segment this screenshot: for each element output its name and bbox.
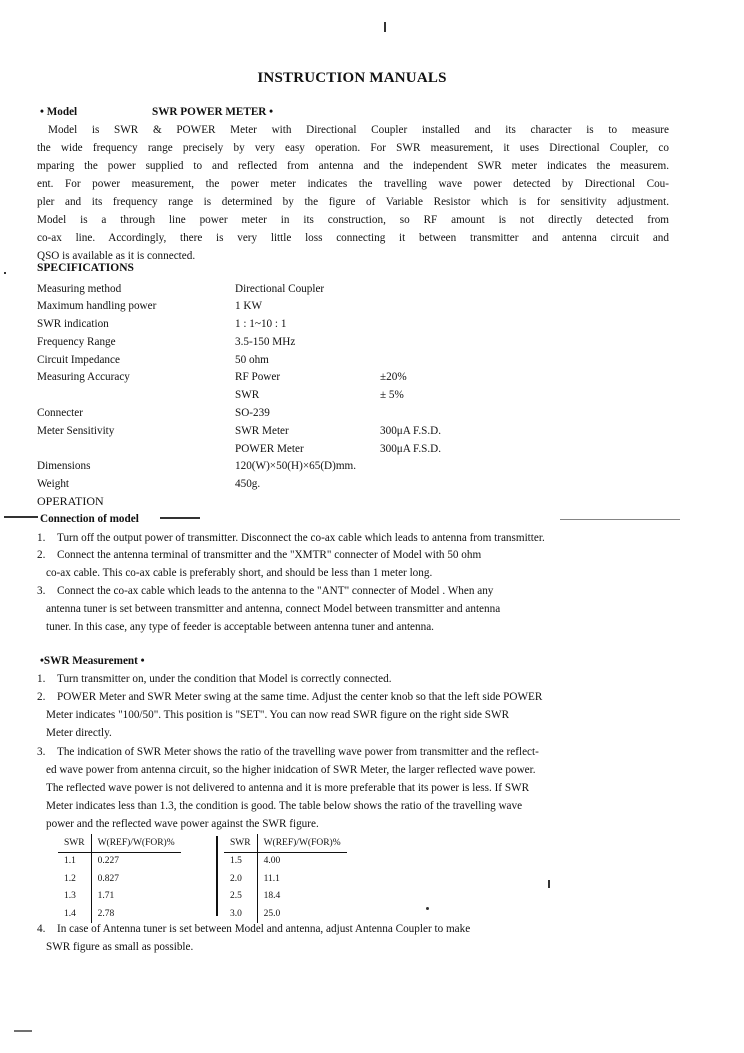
spec-value: 1 KW: [235, 300, 263, 312]
spec-value: Directional Coupler: [235, 283, 325, 295]
spec-value-2: 300μA F.S.D.: [380, 443, 442, 455]
swr-item-3: [37, 743, 45, 761]
spec-key: Meter Sensitivity: [37, 425, 115, 437]
spec-value-2: ± 5%: [380, 389, 404, 401]
item-line: power and the reflected wave power against the SWR figure.: [46, 818, 319, 830]
swr-item-1-text: [57, 670, 392, 688]
intro-line: the wide frequency range precisely by very easy operation. For SWR measurement, it uses Directional Coupler, co: [37, 142, 669, 154]
intro-line: pler and its frequency range is determined by the figure of Variable Resistor which is for sensitivity adjustment.: [37, 196, 669, 208]
operation-item-3-text: [46, 582, 501, 636]
spec-value: 120(W)×50(H)×65(D)mm.: [235, 460, 357, 472]
spec-value: SO-239: [235, 407, 270, 419]
table-row: [58, 870, 181, 888]
table-cell: 0.227: [97, 856, 119, 867]
table-header: SWR: [58, 834, 91, 852]
scan-noise: [426, 907, 429, 910]
table-cell: 18.4: [263, 891, 281, 902]
table-cell: 2.78: [97, 908, 115, 919]
item-number: 4.: [37, 923, 46, 935]
item-number: 3.: [37, 746, 46, 758]
spec-value: 50 ohm: [235, 354, 269, 366]
item-line: Connect the co-ax cable which leads to the antenna to the "ANT" connecter of Model . When any: [57, 585, 494, 597]
scan-noise: [14, 1030, 32, 1032]
table-header: SWR: [224, 834, 257, 852]
spec-value: 3.5-150 MHz: [235, 336, 296, 348]
table-header: W(REF)/W(FOR)%: [257, 834, 347, 852]
table-cell: 25.0: [263, 908, 281, 919]
table-cell: 1.5: [224, 852, 257, 870]
table-cell: 4.00: [263, 856, 281, 867]
table-row: [58, 888, 181, 906]
table-cell: 2.0: [224, 870, 257, 888]
intro-line: co-ax line. Accordingly, there is very little loss connecting it between transmitter and antenna circuit and: [37, 232, 669, 244]
scan-noise: [384, 22, 386, 32]
scan-noise: [160, 517, 200, 519]
spec-value: 450g.: [235, 478, 261, 490]
intro-line: Model is a through line power meter in its construction, so RF amount is not directly detected from: [37, 214, 669, 226]
item-number: 2.: [37, 691, 46, 703]
operation-item-2: [37, 546, 45, 564]
table-row: [224, 852, 347, 870]
spec-value-2: 300μA F.S.D.: [380, 425, 442, 437]
item-line: Meter indicates "100/50". This position is "SET". You can now read SWR figure on the right side SWR: [46, 709, 510, 721]
spec-key: SWR indication: [37, 318, 109, 330]
table-row: [224, 888, 347, 906]
spec-key: Dimensions: [37, 460, 91, 472]
item-line: Turn transmitter on, under the condition that Model is correctly connected.: [57, 673, 392, 685]
operation-item-1-text: [57, 529, 545, 547]
table-divider: [216, 836, 218, 916]
item-line: antenna tuner is set between transmitter and antenna, connect Model between transmitter and antenna: [46, 603, 501, 615]
table-cell: 0.827: [97, 873, 119, 884]
spec-key: Circuit Impedance: [37, 354, 120, 366]
item-line: The reflected wave power is not delivered to antenna and it is more preferable that its power is less. If SWR: [46, 782, 530, 794]
operation-heading: OPERATION: [37, 494, 104, 508]
item-number: 3.: [37, 585, 46, 597]
spec-key: Maximum handling power: [37, 300, 157, 312]
table-cell: 11.1: [263, 873, 280, 884]
swr-heading: •SWR Measurement •: [40, 655, 145, 667]
scan-noise: [560, 519, 680, 520]
intro-line: QSO is available as it is connected.: [37, 250, 196, 262]
operation-item-2-text: [46, 546, 482, 582]
table-header: W(REF)/W(FOR)%: [91, 834, 181, 852]
table-cell: 1.1: [58, 852, 91, 870]
table-cell: 2.5: [224, 888, 257, 906]
item-line: Connect the antenna terminal of transmitter and the "XMTR" connecter of Model with 50 ohm: [57, 549, 482, 561]
item-line: The indication of SWR Meter shows the ratio of the travelling wave power from transmitter and the reflect-: [57, 746, 539, 758]
intro-paragraph: [37, 121, 669, 265]
item-line: ed wave power from antenna circuit, so the higher inidcation of SWR Meter, the larger reflected wave power.: [46, 764, 536, 776]
spec-value: RF Power: [235, 371, 281, 383]
item-number: 1.: [37, 673, 46, 685]
spec-key: Connecter: [37, 407, 83, 419]
spec-value: 1 : 1~10 : 1: [235, 318, 287, 330]
spec-key: Measuring Accuracy: [37, 371, 130, 383]
scan-noise: [4, 272, 6, 274]
table-cell: 1.3: [58, 888, 91, 906]
item-line: POWER Meter and SWR Meter swing at the same time. Adjust the center knob so that the left side POWER: [57, 691, 543, 703]
item-line: Turn off the output power of transmitter. Disconnect the co-ax cable which leads to antenna from transmitter.: [57, 532, 545, 544]
item-number: 2.: [37, 549, 46, 561]
item-line: co-ax cable. This co-ax cable is preferably short, and should be less than 1 meter long.: [46, 567, 433, 579]
spec-value-2: ±20%: [380, 371, 407, 383]
swr-item-2: [37, 688, 45, 706]
table-row: [58, 852, 181, 870]
swr-table-left: [58, 834, 181, 923]
item-number: 1.: [37, 532, 46, 544]
intro-line: mparing the power supplied to and reflected from antenna and the independent SWR meter indicates the measurem.: [37, 160, 669, 172]
operation-item-1: [37, 529, 45, 547]
spec-key: Frequency Range: [37, 336, 116, 348]
table-cell: 1.2: [58, 870, 91, 888]
spec-key: Weight: [37, 478, 70, 490]
swr-item-1: [37, 670, 45, 688]
item-line: SWR figure as small as possible.: [46, 941, 194, 953]
table-cell: 3.0: [224, 905, 257, 923]
item-line: Meter directly.: [46, 727, 112, 739]
spec-value: SWR: [235, 389, 260, 401]
swr-item-3-text: [46, 743, 539, 833]
scan-noise: [548, 880, 550, 888]
item-line: tuner. In this case, any type of feeder is acceptable between antenna tuner and antenna.: [46, 621, 434, 633]
spec-value: SWR Meter: [235, 425, 289, 437]
specifications-heading: SPECIFICATIONS: [37, 262, 134, 274]
swr-item-2-text: [46, 688, 543, 742]
table-cell: 1.71: [97, 891, 115, 902]
item-line: In case of Antenna tuner is set between Model and antenna, adjust Antenna Coupler to make: [57, 923, 471, 935]
scan-noise: [4, 516, 38, 518]
intro-line: Model is SWR & POWER Meter with Directional Coupler installed and its character is to measure: [48, 124, 669, 136]
model-name: SWR POWER METER •: [152, 106, 274, 118]
swr-item-4-text: [46, 920, 471, 956]
table-row: [224, 870, 347, 888]
intro-line: ent. For power measurement, the power meter indicates the travelling wave power detected by Directional Cou-: [37, 178, 669, 190]
page-title: INSTRUCTION MANUALS: [257, 70, 447, 86]
spec-key: Measuring method: [37, 283, 122, 295]
model-label: • Model: [40, 106, 78, 118]
spec-value: POWER Meter: [235, 443, 304, 455]
connection-subheading: Connection of model: [40, 513, 139, 525]
item-line: Meter indicates less than 1.3, the condition is good. The table below shows the ratio of the travelling wave: [46, 800, 523, 812]
operation-item-3: [37, 582, 45, 600]
swr-item-4: [37, 920, 45, 938]
swr-table-right: [224, 834, 347, 923]
table-cell: 1.4: [58, 905, 91, 923]
